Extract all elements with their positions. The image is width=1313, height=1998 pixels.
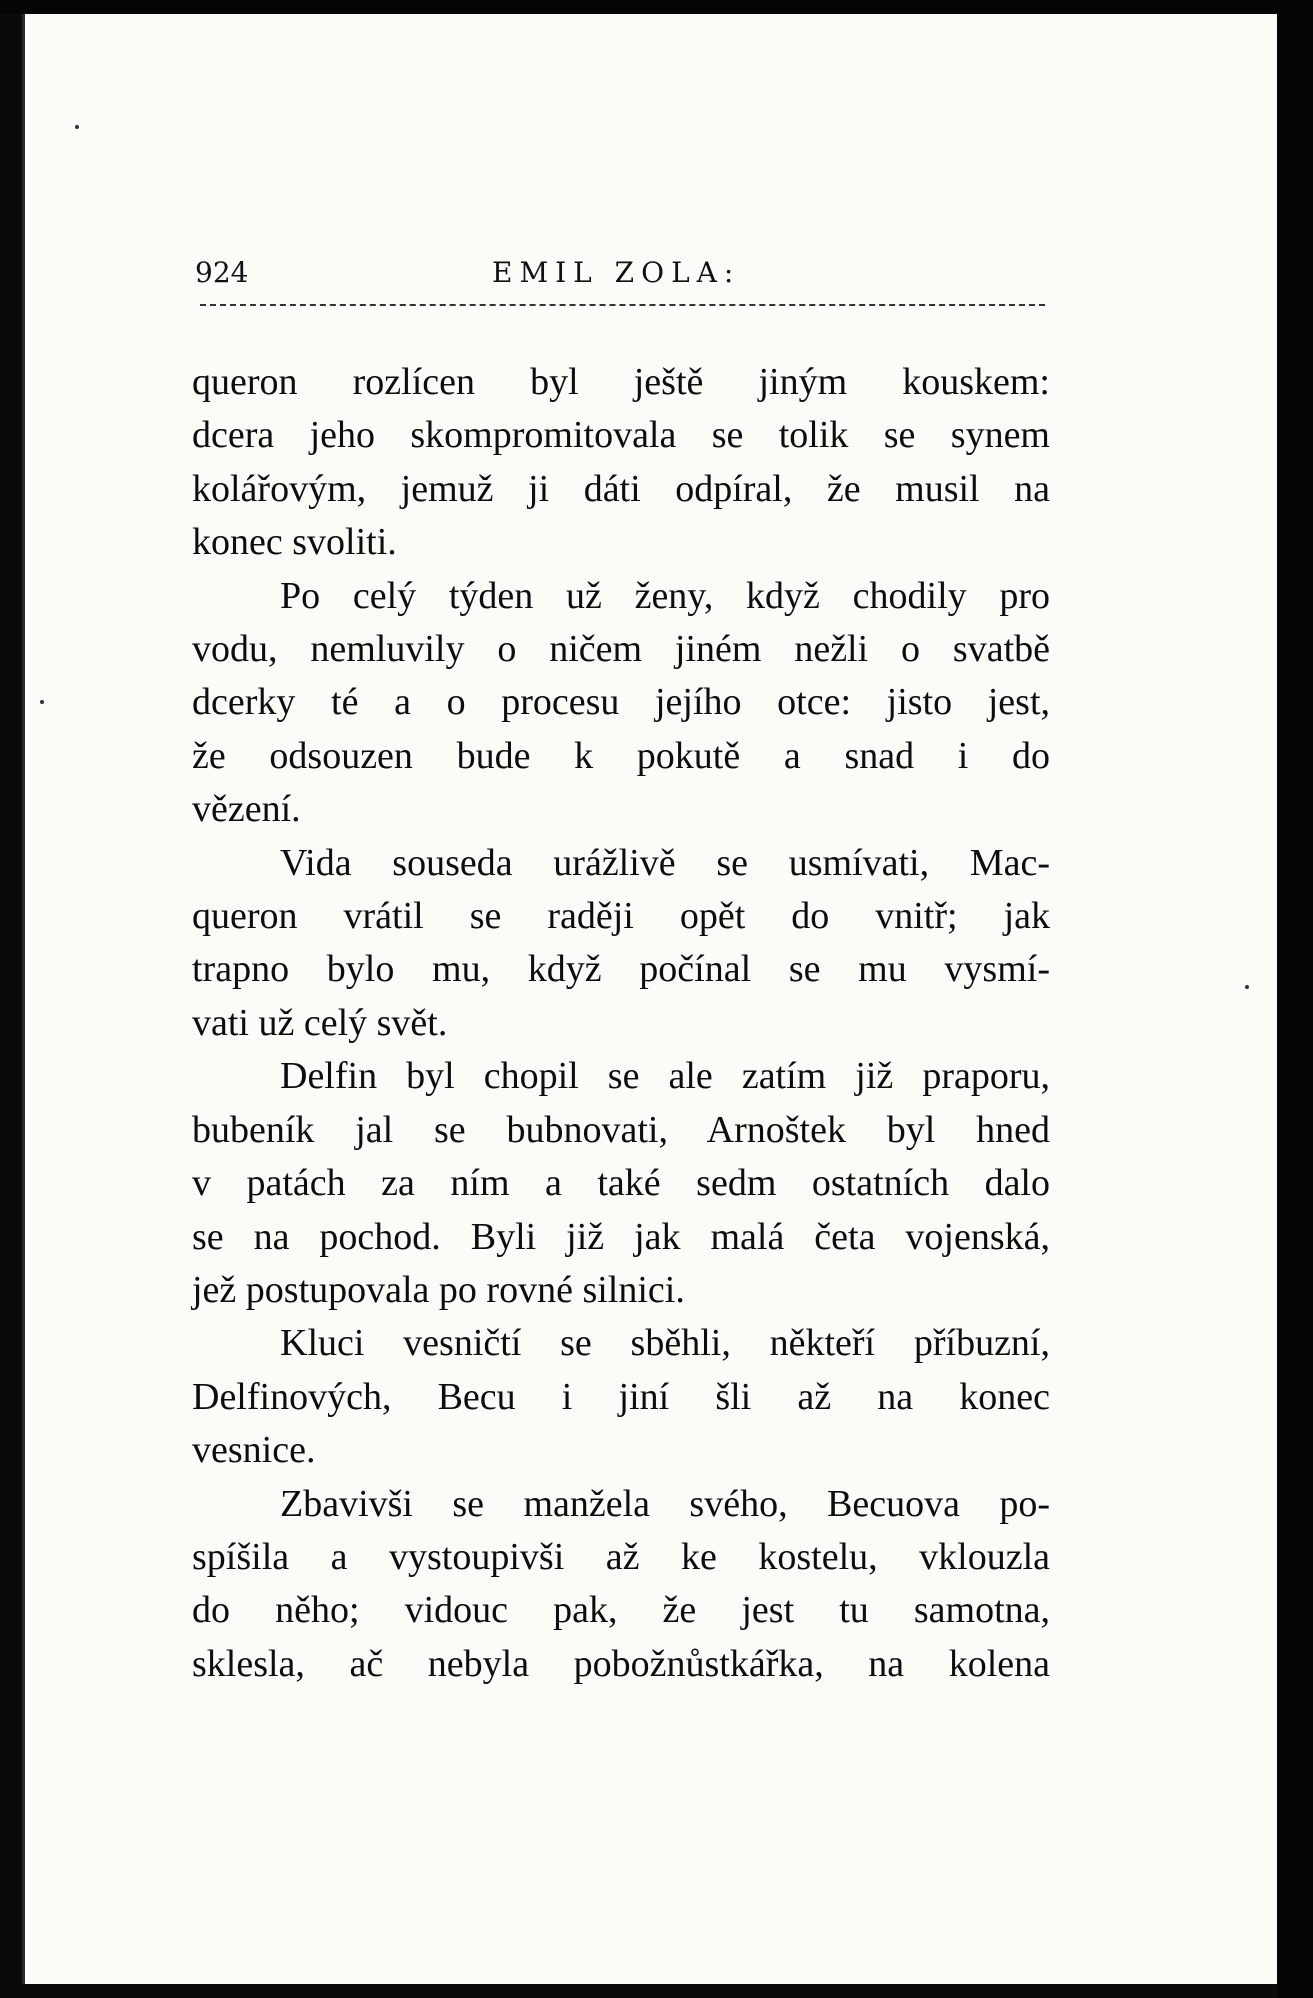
text-line: queron vrátil se raději opět do vnitř; jak (192, 895, 1050, 938)
text-line: Po celý týden už ženy, když chodily pro (280, 574, 1050, 617)
text-line: vězení. (192, 788, 301, 831)
text-line: Delfinových, Becu i jiní šli až na konec (192, 1375, 1050, 1418)
text-line: konec svoliti. (192, 521, 397, 564)
body-text (192, 356, 1050, 1691)
text-line: vati už celý svět. (192, 1001, 448, 1044)
scan-speck (1245, 985, 1249, 989)
scan-top-edge (0, 0, 1313, 14)
scan-right-edge (1277, 0, 1313, 1998)
scan-speck (40, 700, 44, 704)
text-line: Vida souseda urážlivě se usmívati, Mac- (280, 841, 1050, 884)
paragraph (192, 1050, 1050, 1317)
text-line: vodu, nemluvily o ničem jiném nežli o svatbě (192, 628, 1050, 671)
page-number: 924 (195, 256, 249, 289)
text-line: queron rozlícen byl ještě jiným kouskem: (192, 361, 1050, 403)
paragraph (192, 1317, 1050, 1477)
text-line: Kluci vesničtí se sběhli, někteří příbuzní, (280, 1322, 1050, 1365)
text-line: spíšila a vystoupivši až ke kostelu, vklouzla (192, 1535, 1050, 1578)
paragraph (192, 1478, 1050, 1692)
text-line: Zbavivši se manžela svého, Becuova po- (280, 1482, 1050, 1525)
paragraph (192, 356, 1050, 570)
page-header (195, 256, 1045, 296)
text-line: Delfin byl chopil se ale zatím již praporu, (280, 1055, 1050, 1098)
text-line: do něho; vidouc pak, že jest tu samotna, (192, 1589, 1050, 1632)
text-line: dcera jeho skompromitovala se tolik se synem (192, 414, 1050, 457)
text-line: v patách za ním a také sedm ostatních dalo (192, 1162, 1050, 1205)
paragraph (192, 570, 1050, 837)
text-line: vesnice. (192, 1429, 316, 1472)
text-line: trapno bylo mu, když počínal se mu vysmí- (192, 948, 1050, 991)
scan-speck (75, 125, 79, 129)
text-line: kolářovým, jemuž ji dáti odpíral, že musil na (192, 467, 1050, 510)
text-line: že odsouzen bude k pokutě a snad i do (192, 734, 1050, 777)
text-line: dcerky té a o procesu jejího otce: jisto jest, (192, 681, 1050, 724)
header-rule (200, 304, 1045, 306)
paragraph (192, 837, 1050, 1051)
running-title: EMIL ZOLA: (492, 256, 741, 289)
text-line: jež postupovala po rovné silnici. (192, 1268, 685, 1311)
text-line: bubeník jal se bubnovati, Arnoštek byl hned (192, 1108, 1050, 1151)
text-line: sklesla, ač nebyla pobožnůstkářka, na kolena (192, 1642, 1050, 1685)
text-line: se na pochod. Byli již jak malá četa vojenská, (192, 1215, 1050, 1258)
